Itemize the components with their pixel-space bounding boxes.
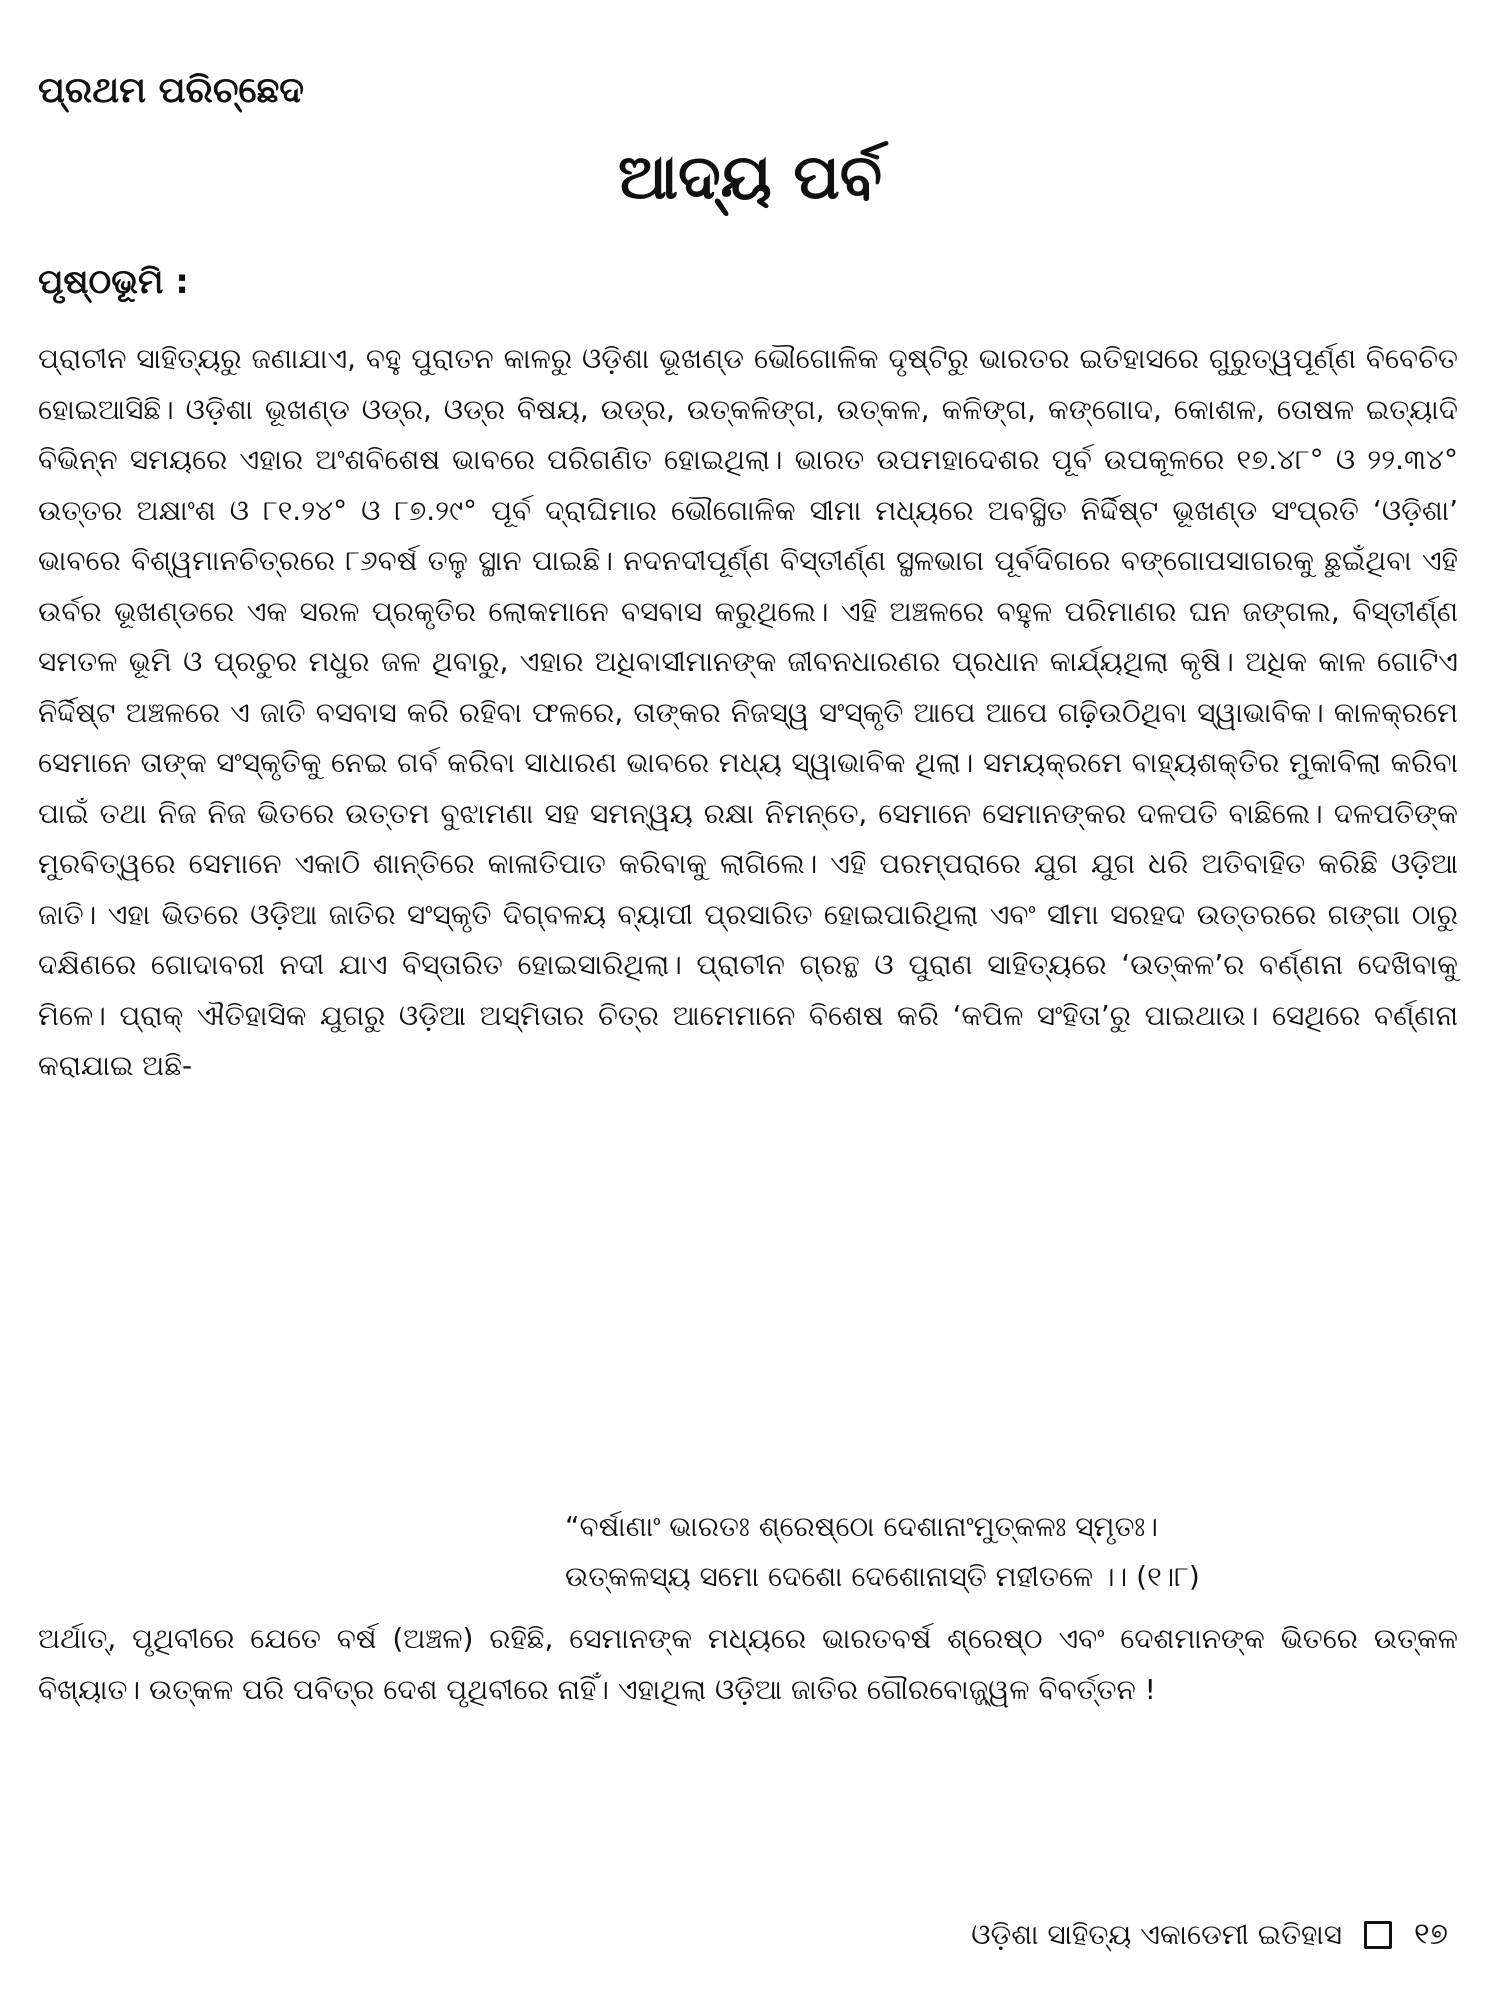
page-footer [971,1917,1448,1952]
page-number: ୧୭ [1414,1917,1448,1952]
square-box-icon [1364,1921,1392,1949]
footer-book-title: ଓଡ଼ିଶା ସାହିତ୍ୟ ଏକାଡେମୀ ଇତିହାସ [971,1917,1342,1951]
body-paragraph-1: ପ୍ରାଚୀନ ସାହିତ୍ୟରୁ ଜଣାଯାଏ, ବହୁ ପୁରାତନ କାଳରୁ ଓଡ଼ିଶା ଭୂଖଣ୍ଡ ଭୌଗୋଳିକ ଦୃଷ୍ଟିରୁ ଭାରତର ଇତିହାସରେ ଗୁରୁତ୍ୱପୂର୍ଣ୍ଣ ବିବେଚିତ ହୋଇଆସିଛି। ଓଡ଼ିଶା ଭୂଖଣ୍ଡ ଓଡ୍ର, ଓଡ୍ର ବିଷୟ, ଉଡ୍ର, ଉତ୍କଳିଙ୍ଗ, ଉତ୍କଳ, କଳିଙ୍ଗ, କଙ୍ଗୋଦ, କୋଶଳ, ତୋଷଳ ଇତ୍ୟାଦି ବିଭିନ୍ନ ସମୟରେ ଏହାର ଅଂଶବିଶେଷ ଭାବରେ ପରିଗଣିତ ହୋଇଥିଲା। ଭାରତ ଉପମହାଦେଶର ପୂର୍ବ ଉପକୂଳରେ ୧୭.୪୮° ଓ ୨୨.୩୪° ଉତ୍ତର ଅକ୍ଷାଂଶ ଓ ୮୧.୨୪° ଓ ୮୭.୨୯° ପୂର୍ବ ଦ୍ରାଘିମାର ଭୌଗୋଳିକ ସୀମା ମଧ୍ୟରେ ଅବସ୍ଥିତ ନିର୍ଦ୍ଦିଷ୍ଟ ଭୂଖଣ୍ଡ ସଂପ୍ରତି ‘ଓଡ଼ିଶା’ ଭାବରେ ବିଶ୍ୱମାନଚିତ୍ରରେ ୮୬ବର୍ଷ ତଳୁ ସ୍ଥାନ ପାଇଛି। ନଦନଦୀପୂର୍ଣ୍ଣ ବିସ୍ତୀର୍ଣ୍ଣ ସ୍ଥଳଭାଗ ପୂର୍ବଦିଗରେ ବଙ୍ଗୋପସାଗରକୁ ଛୁଇଁଥିବା ଏହି ଉର୍ବର ଭୂଖଣ୍ଡରେ ଏକ ସରଳ ପ୍ରକୃତିର ଲୋକମାନେ ବସବାସ କରୁଥିଲେ। ଏହି ଅଞ୍ଚଳରେ ବହୁଳ ପରିମାଣର ଘନ ଜଙ୍ଗଲ, ବିସ୍ତୀର୍ଣ୍ଣ ସମତଳ ଭୂମି ଓ ପ୍ରଚୁର ମଧୁର ଜଳ ଥିବାରୁ, ଏହାର ଅଧିବାସୀମାନଙ୍କ ଜୀବନଧାରଣର ପ୍ରଧାନ କାର୍ଯ୍ୟଥିଲା କୃଷି। ଅଧିକ କାଳ ଗୋଟିଏ ନିର୍ଦ୍ଦିଷ୍ଟ ଅଞ୍ଚଳରେ ଏ ଜାତି ବସବାସ କରି ରହିବା ଫଳରେ, ତାଙ୍କର ନିଜସ୍ୱ ସଂସ୍କୃତି ଆପେ ଆପେ ଗଢ଼ିଉଠିଥିବା ସ୍ୱାଭାବିକ। କାଳକ୍ରମେ ସେମାନେ ତାଙ୍କ ସଂସ୍କୃତିକୁ ନେଇ ଗର୍ବ କରିବା ସାଧାରଣ ଭାବରେ ମଧ୍ୟ ସ୍ୱାଭାବିକ ଥିଲା। ସମୟକ୍ରମେ ବାହ୍ୟଶକ୍ତିର ମୁକାବିଲା କରିବା ପାଇଁ ତଥା ନିଜ ନିଜ ଭିତରେ ଉତ୍ତମ ବୁଝାମଣା ସହ ସମନ୍ୱୟ ରକ୍ଷା ନିମନ୍ତେ, ସେମାନେ ସେମାନଙ୍କର ଦଳପତି ବାଛିଲେ। ଦଳପତିଙ୍କ ମୁରବିତ୍ୱରେ ସେମାନେ ଏକାଠି ଶାନ୍ତିରେ କାଳାତିପାତ କରିବାକୁ ଲାଗିଲେ। ଏହି ପରମ୍ପରାରେ ଯୁଗ ଯୁଗ ଧରି ଅତିବାହିତ କରିଛି ଓଡ଼ିଆ ଜାତି। ଏହା ଭିତରେ ଓଡ଼ିଆ ଜାତିର ସଂସ୍କୃତି ଦିଗ୍‌ବଳୟ ବ୍ୟାପୀ ପ୍ରସାରିତ ହୋଇପାରିଥିଲା ଏବଂ ସୀମା ସରହଦ ଉତ୍ତରରେ ଗଙ୍ଗା ଠାରୁ ଦକ୍ଷିଣରେ ଗୋଦାବରୀ ନଦୀ ଯାଏ ବିସ୍ତାରିତ ହୋଇସାରିଥିଲା। ପ୍ରାଚୀନ ଗ୍ରନ୍ଥ ଓ ପୁରାଣ ସାହିତ୍ୟରେ ‘ଉତ୍କଳ’ର ବର୍ଣ୍ଣନା ଦେଖିବାକୁ ମିଳେ। ପ୍ରାକ୍ ଐତିହାସିକ ଯୁଗରୁ ଓଡ଼ିଆ ଅସ୍ମିତାର ଚିତ୍ର ଆମେମାନେ ବିଶେଷ କରି ‘କପିଳ ସଂହିତା’ରୁ ପାଇଥାଉ। ସେଥିରେ ବର୍ଣ୍ଣନା କରାଯାଇ ଅଛି- [38,342,1458,1082]
verse-line-2: ଉତ୍କଳସ୍ୟ ସମୋ ଦେଶୋ ଦେଶୋନାସ୍ତି ମହୀତଳେ ।। (୧।୮) [565,1560,1200,1593]
section-heading: ପୃଷ୍ଠଭୂମି : [38,262,189,302]
body-paragraph-2: ଅର୍ଥାତ୍, ପୃଥିବୀରେ ଯେତେ ବର୍ଷ (ଅଞ୍ଚଳ) ରହିଛି, ସେମାନଙ୍କ ମଧ୍ୟରେ ଭାରତବର୍ଷ ଶ୍ରେଷ୍ଠ ଏବଂ ଦେଶମାନଙ୍କ ଭିତରେ ଉତ୍କଳ ବିଖ୍ୟାତ। ଉତ୍କଳ ପରି ପବିତ୍ର ଦେଶ ପୃଥିବୀରେ ନାହିଁ। ଏହାଥିଲା ଓଡ଼ିଆ ଜାତିର ଗୌରବୋଜ୍ଜ୍ୱଳ ବିବର୍ତ୍ତନ ! [38,1622,1458,1706]
verse-line-1: “ବର୍ଷାଣାଂ ଭାରତଃ ଶ୍ରେଷ୍ଠୋ ଦେଶାନାଂମୁତ୍କଳଃ ସ୍ମୃତଃ। [565,1510,1158,1543]
chapter-label: ପ୍ରଥମ ପରିଚ୍ଛେଦ [38,70,305,111]
page-title: ଆଦ୍ୟ ପର୍ବ [617,140,883,213]
verse-block [565,1502,1465,1602]
